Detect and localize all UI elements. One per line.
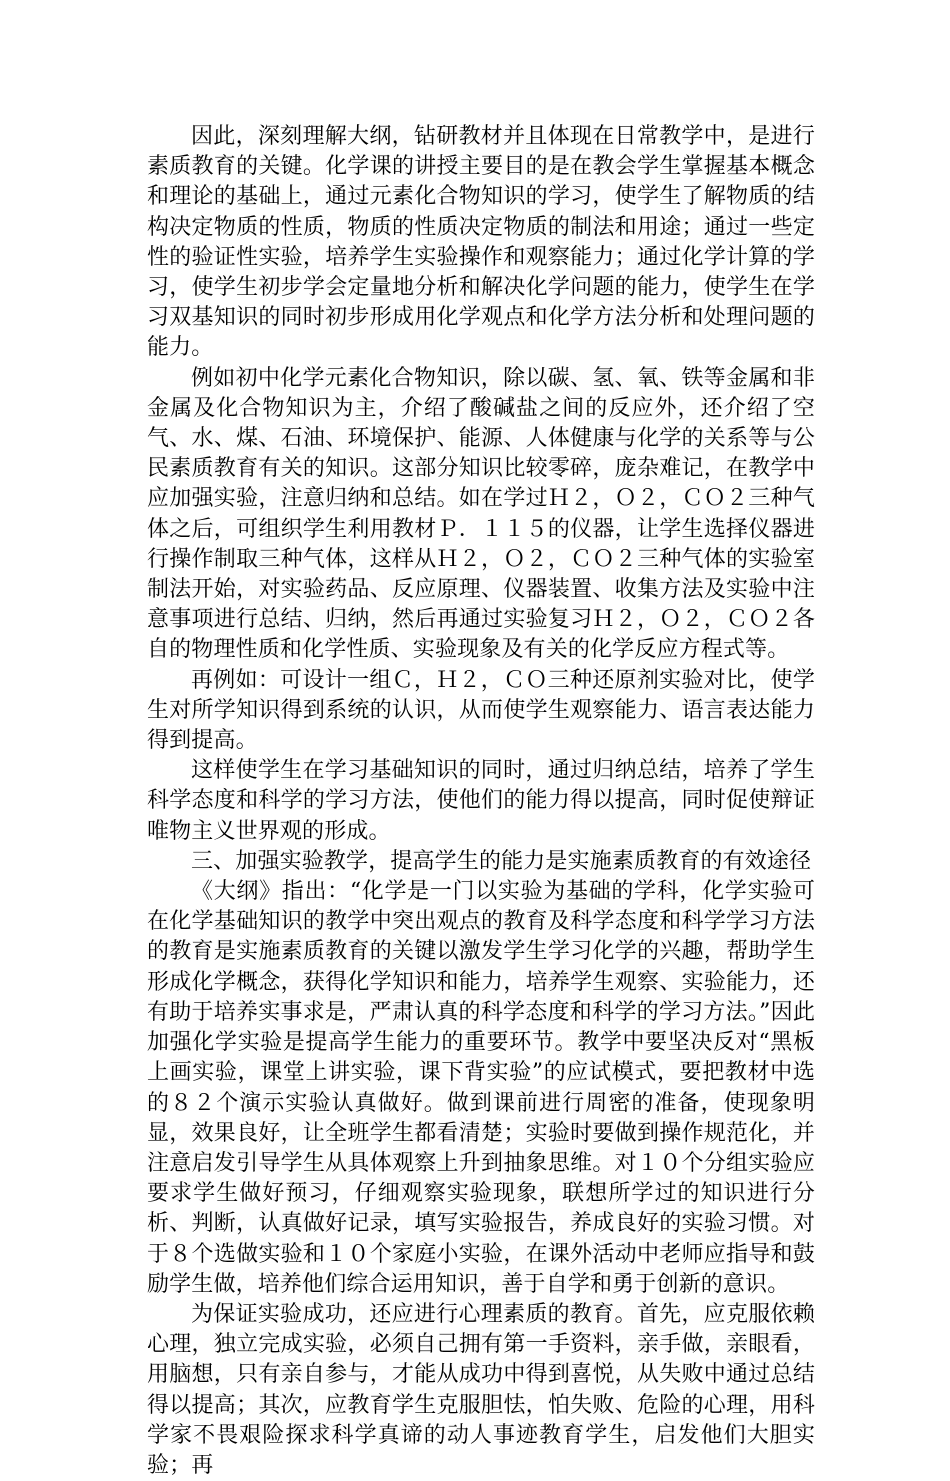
- paragraph-4: 这样使学生在学习基础知识的同时，通过归纳总结，培养了学生科学态度和科学的学习方法，使他们的能力得以提高，同时促使辩证唯物主义世界观的形成。: [147, 758, 815, 844]
- paragraph-5: 《大纲》指出：“化学是一门以实验为基础的学科，化学实验可在化学基础知识的教学中突出观点的教育及科学态度和科学学习方法的教育是实施素质教育的关键以激发学生学习化学的兴趣，帮助学生形成化学概念，获得化学知识和能力，培养学生观察、实验能力，还有助于培养实事求是，严肃认真的科学态度和科学的学习方法。”因此加强化学实验是提高学生能力的重要环节。教学中要坚决反对“黑板上画实验，课堂上讲实验，课下背实验”的应试模式，要把教材中选的８２个演示实验认真做好。做到课前进行周密的准备，使现象明显，效果良好，让全班学生都看清楚；实验时要做到操作规范化，并注意启发引导学生从具体观察上升到抽象思维。对１０个分组实验应要求学生做好预习，仔细观察实验现象，联想所学过的知识进行分析、判断，认真做好记录，填写实验报告，养成良好的实验习惯。对于８个选做实验和１０个家庭小实验，在课外活动中老师应指导和鼓励学生做，培养他们综合运用知识，善于自学和勇于创新的意识。: [147, 879, 815, 1297]
- paragraph-2: 例如初中化学元素化合物知识，除以碳、氢、氧、铁等金属和非金属及化合物知识为主，介绍了酸碱盐之间的反应外，还介绍了空气、水、煤、石油、环境保护、能源、人体健康与化学的关系等与公民素质教育有关的知识。这部分知识比较零碎，庞杂难记，在教学中应加强实验，注意归纳和总结。如在学过Ｈ２，Ｏ２，ＣＯ２三种气体之后，可组织学生利用教材Ｐ．１１５的仪器，让学生选择仪器进行操作制取三种气体，这样从Ｈ２，Ｏ２，ＣＯ２三种气体的实验室制法开始，对实验药品、反应原理、仪器装置、收集方法及实验中注意事项进行总结、归纳，然后再通过实验复习Ｈ２，Ｏ２，ＣＯ２各自的物理性质和化学性质、实验现象及有关的化学反应方程式等。: [147, 365, 815, 663]
- paragraph-1: 因此，深刻理解大纲，钻研教材并且体现在日常教学中，是进行素质教育的关键。化学课的讲授主要目的是在教会学生掌握基本概念和理论的基础上，通过元素化合物知识的学习，使学生了解物质的结构决定物质的性质，物质的性质决定物质的制法和用途；通过一些定性的验证性实验，培养学生实验操作和观察能力；通过化学计算的学习，使学生初步学会定量地分析和解决化学问题的能力，使学生在学习双基知识的同时初步形成用化学观点和化学方法分析和处理问题的能力。: [147, 124, 815, 361]
- paragraph-6: 为保证实验成功，还应进行心理素质的教育。首先，应克服依赖心理，独立完成实验，必须自己拥有第一手资料，亲手做，亲眼看，用脑想，只有亲自参与，才能从成功中得到喜悦，从失败中通过总结得以提高；其次，应教育学生克服胆怯，怕失败、危险的心理，用科学家不畏艰险探求科学真谛的动人事迹教育学生，启发他们大胆实验；再: [147, 1301, 815, 1478]
- body-text: [147, 122, 815, 1481]
- paragraph-3: 再例如：可设计一组Ｃ，Ｈ２，ＣＯ三种还原剂实验对比，使学生对所学知识得到系统的认识，从而使学生观察能力、语言表达能力得到提高。: [147, 667, 815, 754]
- section-heading: 三、加强实验教学，提高学生的能力是实施素质教育的有效途径: [191, 848, 812, 874]
